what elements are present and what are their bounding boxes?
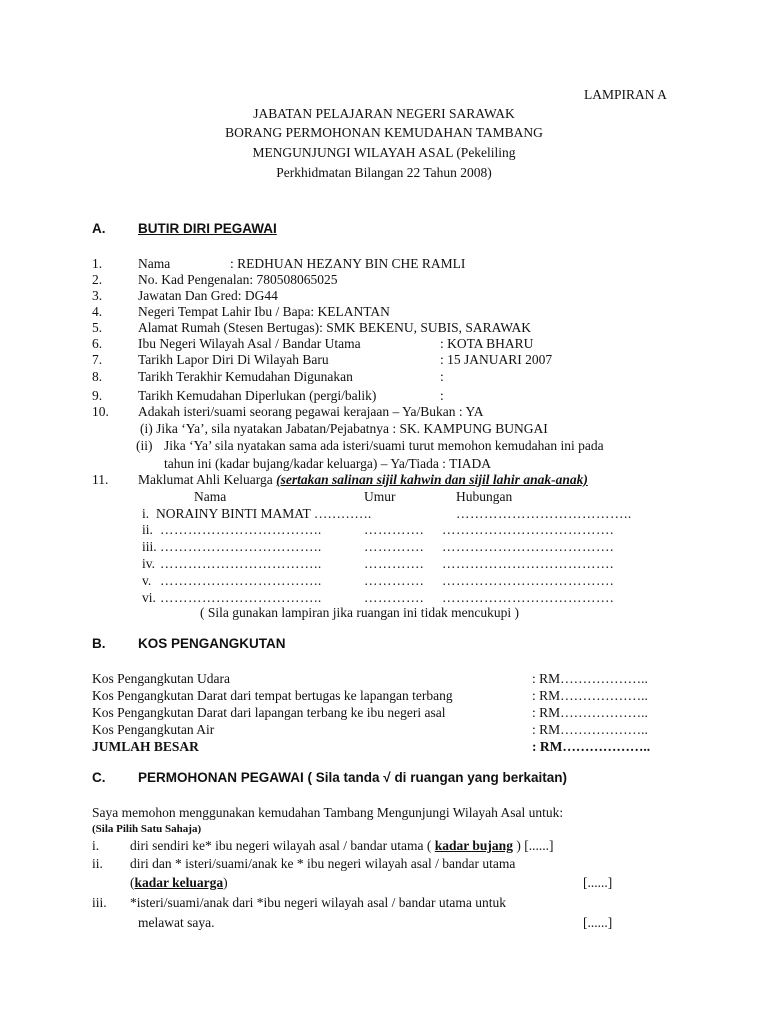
cost-label-darat-2: Kos Pengangkutan Darat dari lapangan terbang ke ibu negeri asal [92,705,446,720]
item-value-tarikh-terakhir: : [440,369,444,384]
item-num: 10. [92,404,109,419]
item-num: 4. [92,304,103,319]
item-num: 7. [92,352,103,367]
section-a-title: BUTIR DIRI PEGAWAI [138,221,277,236]
item-label-nama: Nama [138,256,171,271]
item-label-tarikh-terakhir: Tarikh Terakhir Kemudahan Digunakan [138,369,353,384]
cost-label-darat-1: Kos Pengangkutan Darat dari tempat bertugas ke lapangan terbang [92,688,453,703]
family-row-num: iii. [142,539,157,554]
family-nama-dots: …………. [310,506,372,521]
family-row-nama: …………………………….. [160,556,322,571]
family-row-num: vi. [142,590,156,605]
option-ii-text: diri dan * isteri/suami/anak ke * ibu negeri wilayah asal / bandar utama [130,856,516,871]
option-ii-paren-close: ) [223,875,228,890]
option-ii-checkbox[interactable]: [......] [583,875,613,890]
item-label-isteri-suami: Adakah isteri/suami seorang pegawai kerajaan – Ya/Bukan : YA [138,404,484,419]
option-ii-line2 [130,875,228,891]
title-line-2: BORANG PERMOHONAN KEMUDAHAN TAMBANG [225,125,543,140]
option-i-text: diri sendiri ke* ibu negeri wilayah asal / bandar utama ( [130,838,435,853]
section-c-pick-one: (Sila Pilih Satu Sahaja) [92,823,202,835]
item-label-tarikh-diperlukan: Tarikh Kemudahan Diperlukan (pergi/balik) [138,388,377,403]
ahli-keluarga-label: Maklumat Ahli Keluarga [138,472,277,487]
family-header-nama: Nama [194,489,227,504]
family-row-hubungan: ………………………………. [442,556,614,571]
family-row-umur: …………. [364,590,424,605]
cost-label-udara: Kos Pengangkutan Udara [92,671,230,686]
lampiran-label: LAMPIRAN A [584,87,667,102]
family-row-nama: …………………………….. [160,522,322,537]
family-row-num: iv. [142,556,155,571]
title-line-3: MENGUNJUNGI WILAYAH ASAL (Pekeliling [252,145,516,160]
cost-total-label: JUMLAH BESAR [92,739,199,754]
ahli-keluarga-note: (sertakan salinan sijil kahwin dan sijil lahir anak-anak) [276,472,588,487]
section-b-letter: B. [92,636,106,651]
sub-item-ii-line1: Jika ‘Ya’ sila nyatakan sama ada isteri/suami turut memohon kemudahan ini pada [164,438,604,453]
item-value-ibu-negeri: : KOTA BHARU [440,336,534,351]
section-b-title: KOS PENGANGKUTAN [138,636,286,651]
family-row-umur: …………. [364,556,424,571]
option-ii-paren-open: ( [130,875,135,890]
section-c-title: PERMOHONAN PEGAWAI ( Sila tanda √ di ruangan yang berkaitan) [138,770,567,785]
family-row-nama: …………………………….. [160,573,322,588]
item-num: 1. [92,256,103,271]
option-iii-num: iii. [92,895,107,910]
family-row-hubungan: ………………………………. [442,590,614,605]
family-row-umur: …………. [364,522,424,537]
item-label-tarikh-lapor: Tarikh Lapor Diri Di Wilayah Baru [138,352,329,367]
sub-item-ii-num: (ii) [136,438,153,453]
family-nama-value: NORAINY BINTI MAMAT [156,506,311,521]
item-label-negeri: Negeri Tempat Lahir Ibu / Bapa: KELANTAN [138,304,390,319]
option-iii-checkbox[interactable]: [......] [583,915,613,930]
item-num: 9. [92,388,103,403]
family-row-nama [156,506,371,522]
item-value-tarikh-lapor: : 15 JANUARI 2007 [440,352,553,367]
option-i [130,838,553,854]
item-label-alamat: Alamat Rumah (Stesen Bertugas): SMK BEKENU, SUBIS, SARAWAK [138,320,532,335]
item-num: 8. [92,369,103,384]
family-row-nama: …………………………….. [160,539,322,554]
cost-total-value: : RM……………….. [532,739,651,754]
section-c-intro: Saya memohon menggunakan kemudahan Tambang Mengunjungi Wilayah Asal untuk: [92,805,564,820]
section-a-letter: A. [92,221,106,236]
cost-value-air: : RM……………….. [532,722,648,737]
option-iii-text: *isteri/suami/anak dari *ibu negeri wilayah asal / bandar utama untuk [130,895,507,910]
family-row-hubungan: ………………………………. [442,522,614,537]
cost-value-darat-2: : RM……………….. [532,705,648,720]
cost-value-udara: : RM……………….. [532,671,648,686]
item-label-ahli-keluarga [138,472,588,488]
option-i-checkbox[interactable]: ) [......] [512,838,554,853]
title-line-4: Perkhidmatan Bilangan 22 Tahun 2008) [276,165,492,180]
item-num: 2. [92,272,103,287]
item-num: 11. [92,472,109,487]
family-header-hubungan: Hubungan [456,489,513,504]
family-row-num: i. [142,506,150,521]
option-iii-text2: melawat saya. [138,915,215,930]
family-row-hubungan: ………………………………. [442,573,614,588]
family-row-umur: …………. [364,573,424,588]
item-label-jawatan: Jawatan Dan Gred: DG44 [138,288,278,303]
family-header-umur: Umur [364,489,396,504]
item-value-nama: : REDHUAN HEZANY BIN CHE RAMLI [230,256,466,271]
cost-value-darat-1: : RM……………….. [532,688,648,703]
family-row-hubungan: ……………………………….. [456,506,632,521]
family-row-umur: …………. [364,539,424,554]
option-i-num: i. [92,838,100,853]
family-footer-note: ( Sila gunakan lampiran jika ruangan ini tidak mencukupi ) [200,605,520,620]
section-c-letter: C. [92,770,106,785]
option-ii-kadar: kadar keluarga [134,875,224,890]
cost-label-air: Kos Pengangkutan Air [92,722,215,737]
sub-item-ii-line2: tahun ini (kadar bujang/kadar keluarga) – Ya/Tiada : TIADA [164,456,492,471]
family-row-hubungan: ………………………………. [442,539,614,554]
family-row-num: v. [142,573,152,588]
item-label-ibu-negeri: Ibu Negeri Wilayah Asal / Bandar Utama [138,336,361,351]
item-label-ic: No. Kad Pengenalan: 780508065025 [138,272,338,287]
family-row-nama: …………………………….. [160,590,322,605]
option-ii-num: ii. [92,856,103,871]
item-num: 3. [92,288,103,303]
item-num: 5. [92,320,103,335]
title-line-1: JABATAN PELAJARAN NEGERI SARAWAK [253,106,515,121]
item-value-tarikh-diperlukan: : [440,388,444,403]
family-row-num: ii. [142,522,153,537]
sub-item-i: (i) Jika ‘Ya’, sila nyatakan Jabatan/Pejabatnya : SK. KAMPUNG BUNGAI [140,421,548,436]
option-i-kadar: kadar bujang [434,838,513,853]
item-num: 6. [92,336,103,351]
